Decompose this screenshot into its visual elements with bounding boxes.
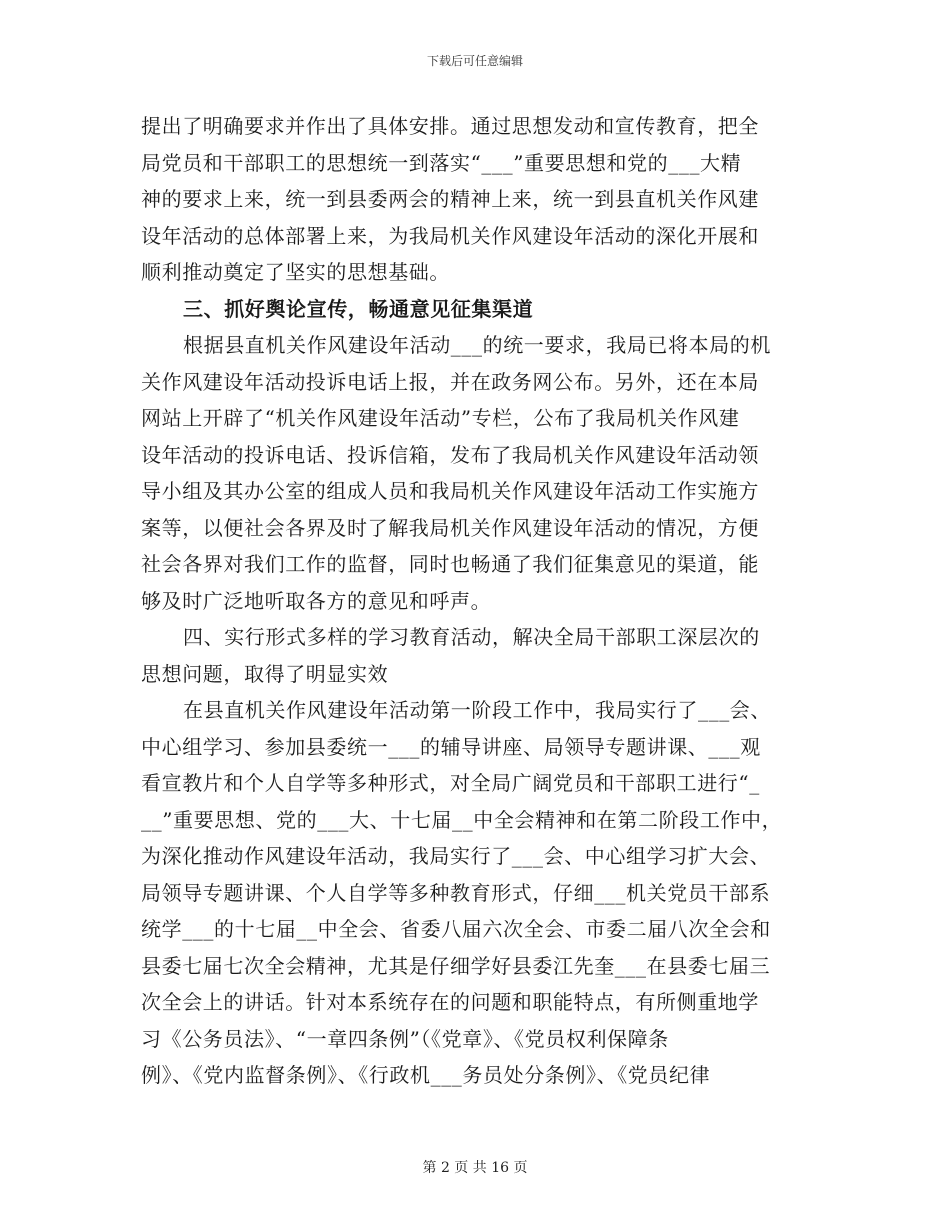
text-line: 统学___的十七届__中全会、省委八届六次全会、市委二届八次全会和 — [141, 917, 771, 941]
text-line: 县委七届七次全会精神，尤其是仔细学好县委江先奎___在县委七届三 — [141, 953, 771, 978]
text-line: 为深化推动作风建设年活动，我局实行了___会、中心组学习扩大会、 — [141, 844, 771, 868]
text-line: 局领导专题讲课、个人自学等多种教育形式，仔细___机关党员干部系 — [141, 880, 771, 905]
page-header: 下载后可任意编辑 — [426, 54, 523, 68]
text-line: 神的要求上来，统一到县委两会的精神上来，统一到县直机关作风建 — [141, 187, 759, 211]
text-line: 网站上开辟了“机关作风建设年活动”专栏，公布了我局机关作风建 — [141, 406, 740, 430]
text-line: 根据县直机关作风建设年活动___的统一要求，我局已将本局的机 — [183, 333, 771, 357]
text-line: 看宣教片和个人自学等多种形式，对全局广阔党员和干部职工进行“_ — [141, 771, 760, 795]
text-line: 设年活动的总体部署上来，为我局机关作风建设年活动的深化开展和 — [141, 223, 759, 248]
text-line: 社会各界对我们工作的监督，同时也畅通了我们征集意见的渠道，能 — [141, 552, 759, 576]
text-line: 案等，以便社会各界及时了解我局机关作风建设年活动的情况，方便 — [141, 515, 759, 540]
section-heading-4: 四、实行形式多样的学习教育活动，解决全局干部职工深层次的 — [183, 625, 760, 649]
section-heading-3: 三、抓好舆论宣传，畅通意见征集渠道 — [183, 296, 534, 321]
document-body — [141, 108, 813, 1094]
text-line: 导小组及其办公室的组成人员和我局机关作风建设年活动工作实施方 — [141, 479, 759, 503]
text-line: 中心组学习、参加县委统一___的辅导讲座、局领导专题讲课、___观 — [141, 734, 761, 759]
text-line: 习《公务员法》、“一章四条例”（《党章》、《党员权利保障条 — [141, 1026, 669, 1051]
text-line: 局党员和干部职工的思想统一到落实“___”重要思想和党的___大精 — [141, 150, 742, 175]
text-line: 在县直机关作风建设年活动第一阶段工作中，我局实行了___会、 — [183, 698, 771, 722]
text-line: 关作风建设年活动投诉电话上报，并在政务网公布。另外，还在本局 — [141, 369, 759, 394]
text-line: 提出了明确要求并作出了具体安排。通过思想发动和宣传教育，把全 — [141, 114, 759, 138]
page-number: 第 2 页 共 16 页 — [422, 1160, 528, 1176]
text-line: 例》、《党内监督条例》、《行政机___务员处分条例》、《党员纪律 — [141, 1063, 711, 1087]
text-line: 够及时广泛地听取各方的意见和呼声。 — [141, 588, 492, 613]
section-heading-4-cont: 思想问题，取得了明显实效 — [141, 661, 389, 686]
text-line: __”重要思想、党的___大、十七届__中全会精神和在第二阶段工作中， — [141, 807, 783, 832]
text-line: 次全会上的讲话。针对本系统存在的问题和职能特点，有所侧重地学 — [141, 990, 759, 1014]
text-line: 顺利推动奠定了坚实的思想基础。 — [141, 260, 450, 284]
text-line: 设年活动的投诉电话、投诉信箱，发布了我局机关作风建设年活动领 — [141, 442, 759, 467]
